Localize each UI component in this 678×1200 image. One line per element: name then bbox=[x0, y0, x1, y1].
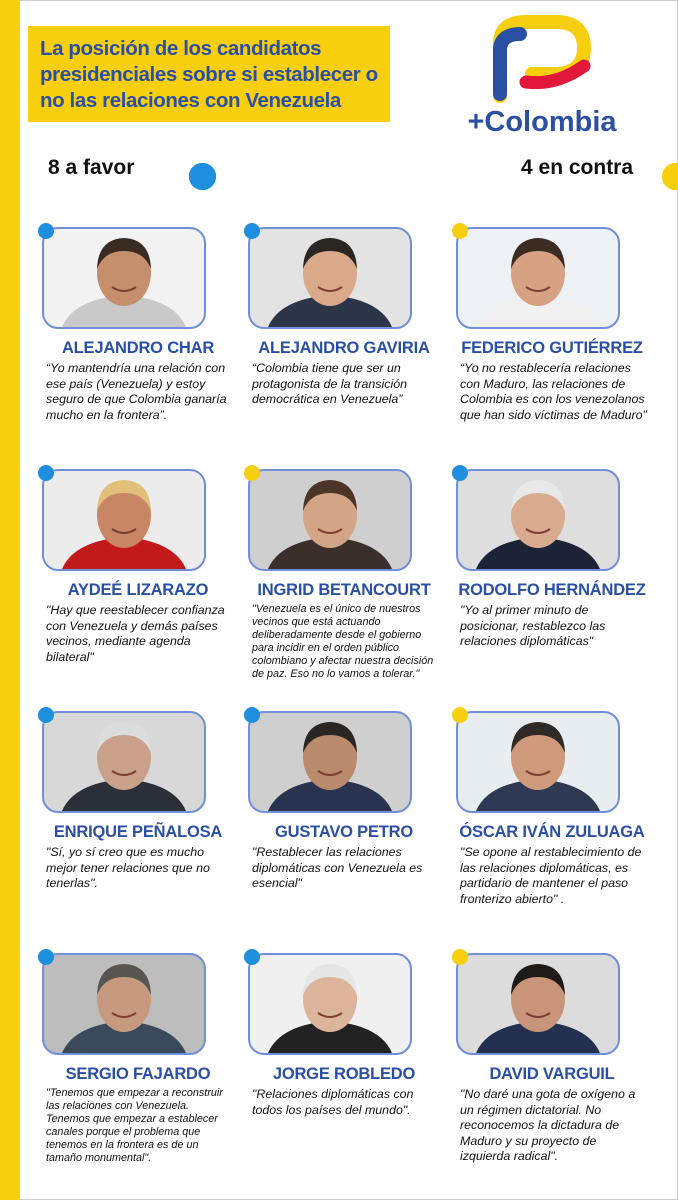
favor-marker-dot bbox=[452, 465, 468, 481]
candidate-photo bbox=[248, 227, 412, 329]
portrait-icon bbox=[458, 229, 618, 327]
favor-marker-dot bbox=[38, 949, 54, 965]
favor-dot bbox=[189, 163, 216, 190]
contra-marker-dot bbox=[452, 949, 468, 965]
logo-brand-text: +Colombia bbox=[467, 106, 617, 138]
candidate-card bbox=[452, 949, 652, 1179]
title-box bbox=[28, 26, 390, 122]
candidate-card bbox=[244, 707, 444, 937]
candidate-card bbox=[244, 223, 444, 453]
candidate-photo bbox=[456, 469, 620, 571]
candidate-name: GUSTAVO PETRO bbox=[275, 823, 413, 841]
candidate-name: AYDEÉ LIZARAZO bbox=[67, 581, 209, 599]
favor-marker-dot bbox=[38, 707, 54, 723]
candidate-photo bbox=[456, 227, 620, 329]
candidate-name: DAVID VARGUIL bbox=[489, 1065, 615, 1083]
portrait-icon bbox=[250, 713, 410, 811]
candidate-quote: “Colombia tiene que ser un protagonista de la transición democrática en Venezuela” bbox=[252, 361, 407, 406]
p-logo-icon bbox=[486, 14, 596, 106]
candidate-photo bbox=[42, 227, 206, 329]
candidate-photo bbox=[456, 953, 620, 1055]
portrait-icon bbox=[250, 471, 410, 569]
candidate-quote: "Se opone al restablecimiento de las relaciones diplomáticas, es partidario de mantener el paso fronterizo abierto" . bbox=[460, 845, 642, 906]
portrait-icon bbox=[44, 229, 204, 327]
candidate-photo bbox=[456, 711, 620, 813]
candidate-name: FEDERICO GUTIÉRREZ bbox=[461, 339, 643, 357]
page-title: La posición de los candidatos presidenciales sobre si establecer o no las relaciones con Venezuela bbox=[40, 37, 378, 112]
candidate-photo bbox=[248, 953, 412, 1055]
candidate-photo bbox=[42, 469, 206, 571]
candidate-name: JORGE ROBLEDO bbox=[272, 1065, 416, 1083]
favor-marker-dot bbox=[38, 465, 54, 481]
candidate-quote: "No daré una gota de oxígeno a un régimen dictatorial. No reconocemos la dictadura de Maduro y su proyecto de izquierda radical". bbox=[460, 1087, 636, 1163]
contra-marker-dot bbox=[452, 707, 468, 723]
candidate-card bbox=[38, 707, 238, 937]
vote-tally bbox=[0, 150, 678, 190]
candidate-quote: "Restablecer las relaciones diplomáticas con Venezuela es esencial" bbox=[252, 845, 423, 890]
candidate-photo bbox=[248, 469, 412, 571]
contra-marker-dot bbox=[244, 465, 260, 481]
candidate-name: ALEJANDRO CHAR bbox=[61, 339, 215, 357]
candidate-name: RODOLFO HERNÁNDEZ bbox=[458, 581, 646, 599]
candidate-quote: "Tenemos que empezar a reconstruir las relaciones con Venezuela. Tenemos que empezar a establecer canales porque el problema que tenemos en la frontera es de un tamaño monumental". bbox=[46, 1087, 223, 1164]
candidate-name: INGRID BETANCOURT bbox=[257, 581, 431, 599]
colombia-logo bbox=[452, 14, 632, 144]
favor-marker-dot bbox=[244, 707, 260, 723]
candidate-photo bbox=[42, 953, 206, 1055]
candidate-quote: "Venezuela es el único de nuestros vecinos que está actuando deliberadamente desde el gobierno para incidir en el orden público colombiano y afectar nuestra decisión de paz. Eso no lo vamos a tolerar." bbox=[252, 603, 434, 680]
portrait-icon bbox=[44, 713, 204, 811]
candidate-card bbox=[244, 949, 444, 1179]
candidate-photo bbox=[42, 711, 206, 813]
portrait-icon bbox=[44, 471, 204, 569]
candidate-quote: "Yo al primer minuto de posicionar, restablezco las relaciones diplomáticas" bbox=[460, 603, 606, 648]
candidate-quote: “Yo mantendría una relación con ese país (Venezuela) y estoy seguro de que Colombia ganaría mucho en la frontera”. bbox=[46, 361, 227, 422]
portrait-icon bbox=[44, 955, 204, 1053]
candidate-card bbox=[244, 465, 444, 695]
portrait-icon bbox=[458, 471, 618, 569]
favor-marker-dot bbox=[244, 223, 260, 239]
candidate-card bbox=[38, 949, 238, 1179]
portrait-icon bbox=[458, 713, 618, 811]
candidate-name: SERGIO FAJARDO bbox=[65, 1065, 211, 1083]
candidate-card bbox=[452, 465, 652, 695]
candidate-name: ALEJANDRO GAVIRIA bbox=[258, 339, 430, 357]
candidate-quote: "Sí, yo sí creo que es mucho mejor tener relaciones que no tenerlas". bbox=[46, 845, 210, 890]
candidate-quote: "Hay que reestablecer confianza con Venezuela y demás países vecinos, mediante agenda bilateral" bbox=[46, 603, 225, 664]
candidate-card bbox=[38, 465, 238, 695]
contra-dot bbox=[662, 163, 678, 190]
candidate-photo bbox=[248, 711, 412, 813]
candidate-card bbox=[38, 223, 238, 453]
candidate-name: ÓSCAR IVÁN ZULUAGA bbox=[459, 823, 645, 841]
candidate-quote: “Yo no restablecería relaciones con Maduro, las relaciones de Colombia es con los venezolanos que han sido víctimas de Maduro” bbox=[460, 361, 647, 422]
contra-count-label: 4 en contra bbox=[521, 156, 634, 179]
favor-marker-dot bbox=[244, 949, 260, 965]
favor-count-label: 8 a favor bbox=[48, 156, 135, 179]
candidate-name: ENRIQUE PEÑALOSA bbox=[53, 823, 223, 841]
portrait-icon bbox=[458, 955, 618, 1053]
candidate-card bbox=[452, 707, 652, 937]
portrait-icon bbox=[250, 955, 410, 1053]
candidate-quote: "Relaciones diplomáticas con todos los países del mundo". bbox=[252, 1087, 414, 1117]
favor-marker-dot bbox=[38, 223, 54, 239]
contra-marker-dot bbox=[452, 223, 468, 239]
portrait-icon bbox=[250, 229, 410, 327]
candidate-card bbox=[452, 223, 652, 453]
